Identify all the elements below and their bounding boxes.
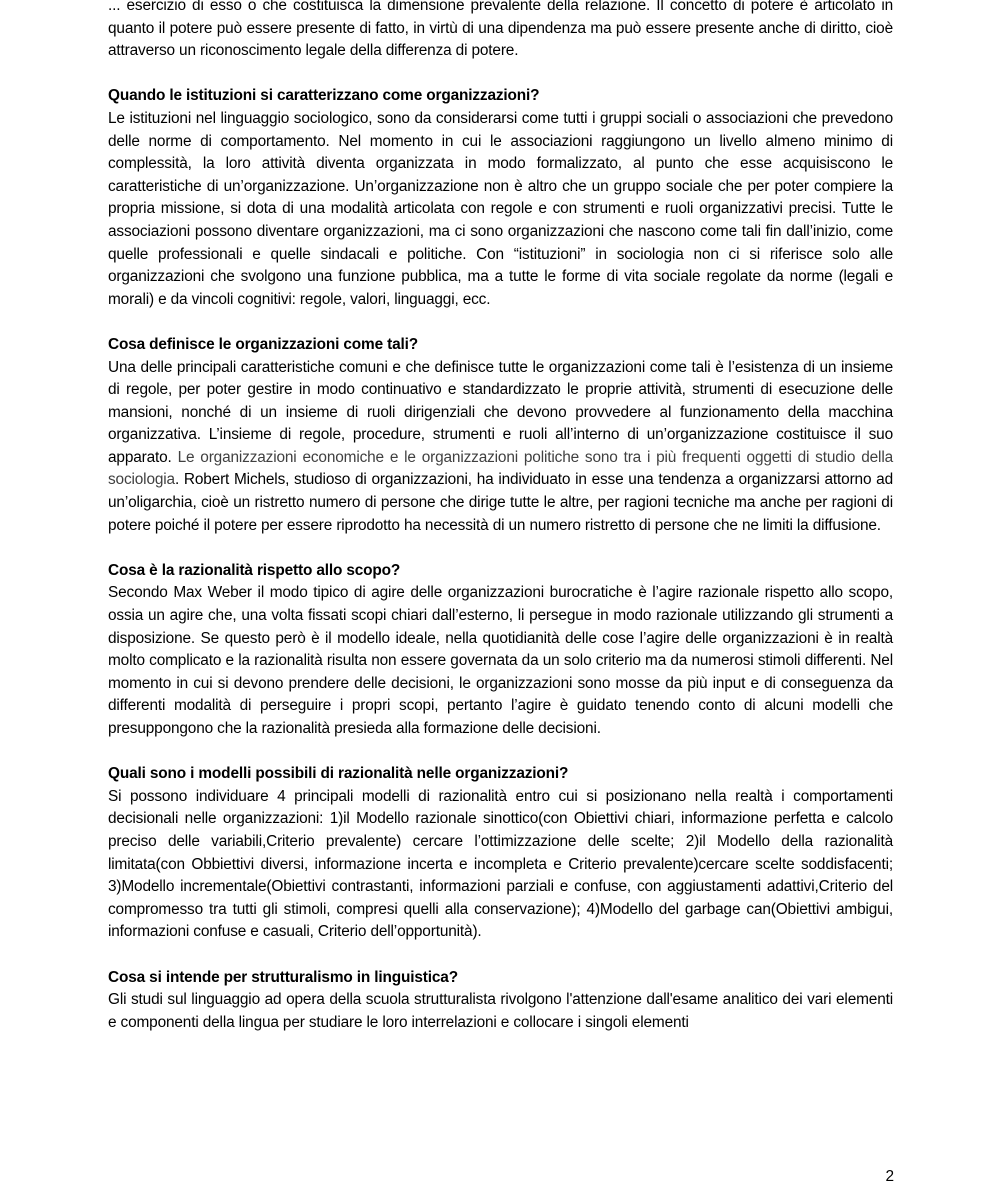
answer-paragraph: Gli studi sul linguaggio ad opera della scuola strutturalista rivolgono l'attenzione dall'esame analitico dei vari elementi e componenti della lingua per studiare le loro interrelazioni e collocare i singoli elementi (108, 991, 893, 1031)
intro-paragraph: ... esercizio di esso o che costituisca la dimensione prevalente della relazione. Il concetto di potere è articolato in quanto il potere può essere presente di fatto, in virtù di una dipendenza ma può essere presente anche di diritto, cioè attraverso un riconoscimento legale della differenza di potere. (108, 0, 893, 60)
section-definizione-organizzazioni (108, 334, 893, 537)
question-heading: Quali sono i modelli possibili di razionalità nelle organizzazioni? (108, 765, 569, 783)
answer-text: Una delle principali caratteristiche comuni e che definisce tutte le organizzazioni come tali è l’esistenza di un insieme di regole, per poter gestire in modo continuativo e standardizzato le proprie attività, strumenti di esecuzione delle mansioni, nonché di un insieme di ruoli dirigenziali che devono provvedere al funzionamento della macchina organizzativa. L’insieme di regole, procedure, strumenti e ruoli all’interno di un’organizzazione costituisce il suo apparato. (108, 358, 893, 466)
answer-paragraph: Secondo Max Weber il modo tipico di agire delle organizzazioni burocratiche è l’agire razionale rispetto allo scopo, ossia un agire che, una volta fissati scopi chiari dall’esterno, li persegue in modo razionale utilizzando gli strumenti a disposizione. Se questo però è il modello ideale, nella quotidianità delle cose l’agire delle organizzazioni è in realtà molto complicato e la razionalità risulta non essere governata da un solo criterio ma da numerosi stimoli differenti. Nel momento in cui si devono prendere delle decisioni, le organizzazioni sono mosse da più input e di conseguenza da differenti modalità di perseguire i propri scopi, pertanto l’agire è guidato tenendo conto di alcuni modelli che presuppongono che la razionalità presieda alla formazione delle decisioni. (108, 584, 893, 737)
answer-paragraph: Si possono individuare 4 principali modelli di razionalità entro cui si posizionano nella realtà i comportamenti decisionali nelle organizzazioni: 1)il Modello razionale sinottico(con Obiettivi chiari, informazione perfetta e calcolo preciso delle variabili,Criterio prevalente) cercare l’ottimizzazione delle scelte; 2)il Modello della razionalità limitata(con Obbiettivi diversi, informazione incerta e incompleta e Criterio prevalente)cercare scelte soddisfacenti; 3)Modello incrementale(Obiettivi contrastanti, informazioni parziali e confuse, con aggiustamenti adattivi,Criterio del compromesso tra tutti gli stimoli, compresi quelli alla conservazione); 4)Modello del garbage can(Obiettivi ambigui, informazioni confuse e casuali, Criterio dell’opportunità). (108, 787, 893, 941)
answer-text-highlight: Le organizzazioni economiche e le organizzazioni politiche sono tra i più frequenti oggetti di studio della sociologia (108, 448, 893, 489)
page-content (108, 0, 893, 1034)
question-heading: Cosa si intende per strutturalismo in linguistica? (108, 968, 458, 986)
section-modelli-razionalita (108, 763, 893, 944)
section-istituzioni-organizzazioni (108, 85, 893, 311)
section-razionalita-scopo (108, 560, 893, 741)
answer-paragraph: Le istituzioni nel linguaggio sociologico, sono da considerarsi come tutti i gruppi sociali o associazioni che prevedono delle norme di comportamento. Nel momento in cui le associazioni raggiungono un livello almeno minimo di complessità, la loro attività diventa organizzata in modo formalizzato, al punto che esse acquisiscono le caratteristiche di un’organizzazione. Un’organizzazione non è altro che un gruppo sociale che per poter compiere la propria missione, si dota di una modalità articolata con regole e con strumenti e ruoli organizzativi precisi. Tutte le associazioni possono diventare organizzazioni, ma ci sono organizzazioni che nascono come tali fin dall’inizio, come quelle professionali e quelle sindacali e politiche. Con “istituzioni” in sociologia non ci si riferisce solo alle organizzazioni che svolgono una funzione pubblica, ma a tutte le forme di vita sociale regolate da norme (legali e morali) e da vincoli cognitivi: regole, valori, linguaggi, ecc. (108, 109, 893, 308)
answer-text: . Robert Michels, studioso di organizzazioni, ha individuato in esse una tendenza a organizzarsi attorno ad un’oligarchia, cioè un ristretto numero di persone che dirige tutte le altre, per ragioni tecniche ma anche per ragioni di potere poiché il potere per essere riprodotto ha necessità di un numero ristretto di persone che ne limiti la diffusione. (108, 471, 893, 534)
question-heading: Cosa definisce le organizzazioni come tali? (108, 335, 418, 353)
question-heading: Cosa è la razionalità rispetto allo scopo? (108, 561, 401, 579)
page-number: 2 (885, 1168, 894, 1185)
answer-paragraph (108, 357, 893, 538)
section-strutturalismo (108, 967, 893, 1035)
question-heading: Quando le istituzioni si caratterizzano come organizzazioni? (108, 87, 540, 105)
